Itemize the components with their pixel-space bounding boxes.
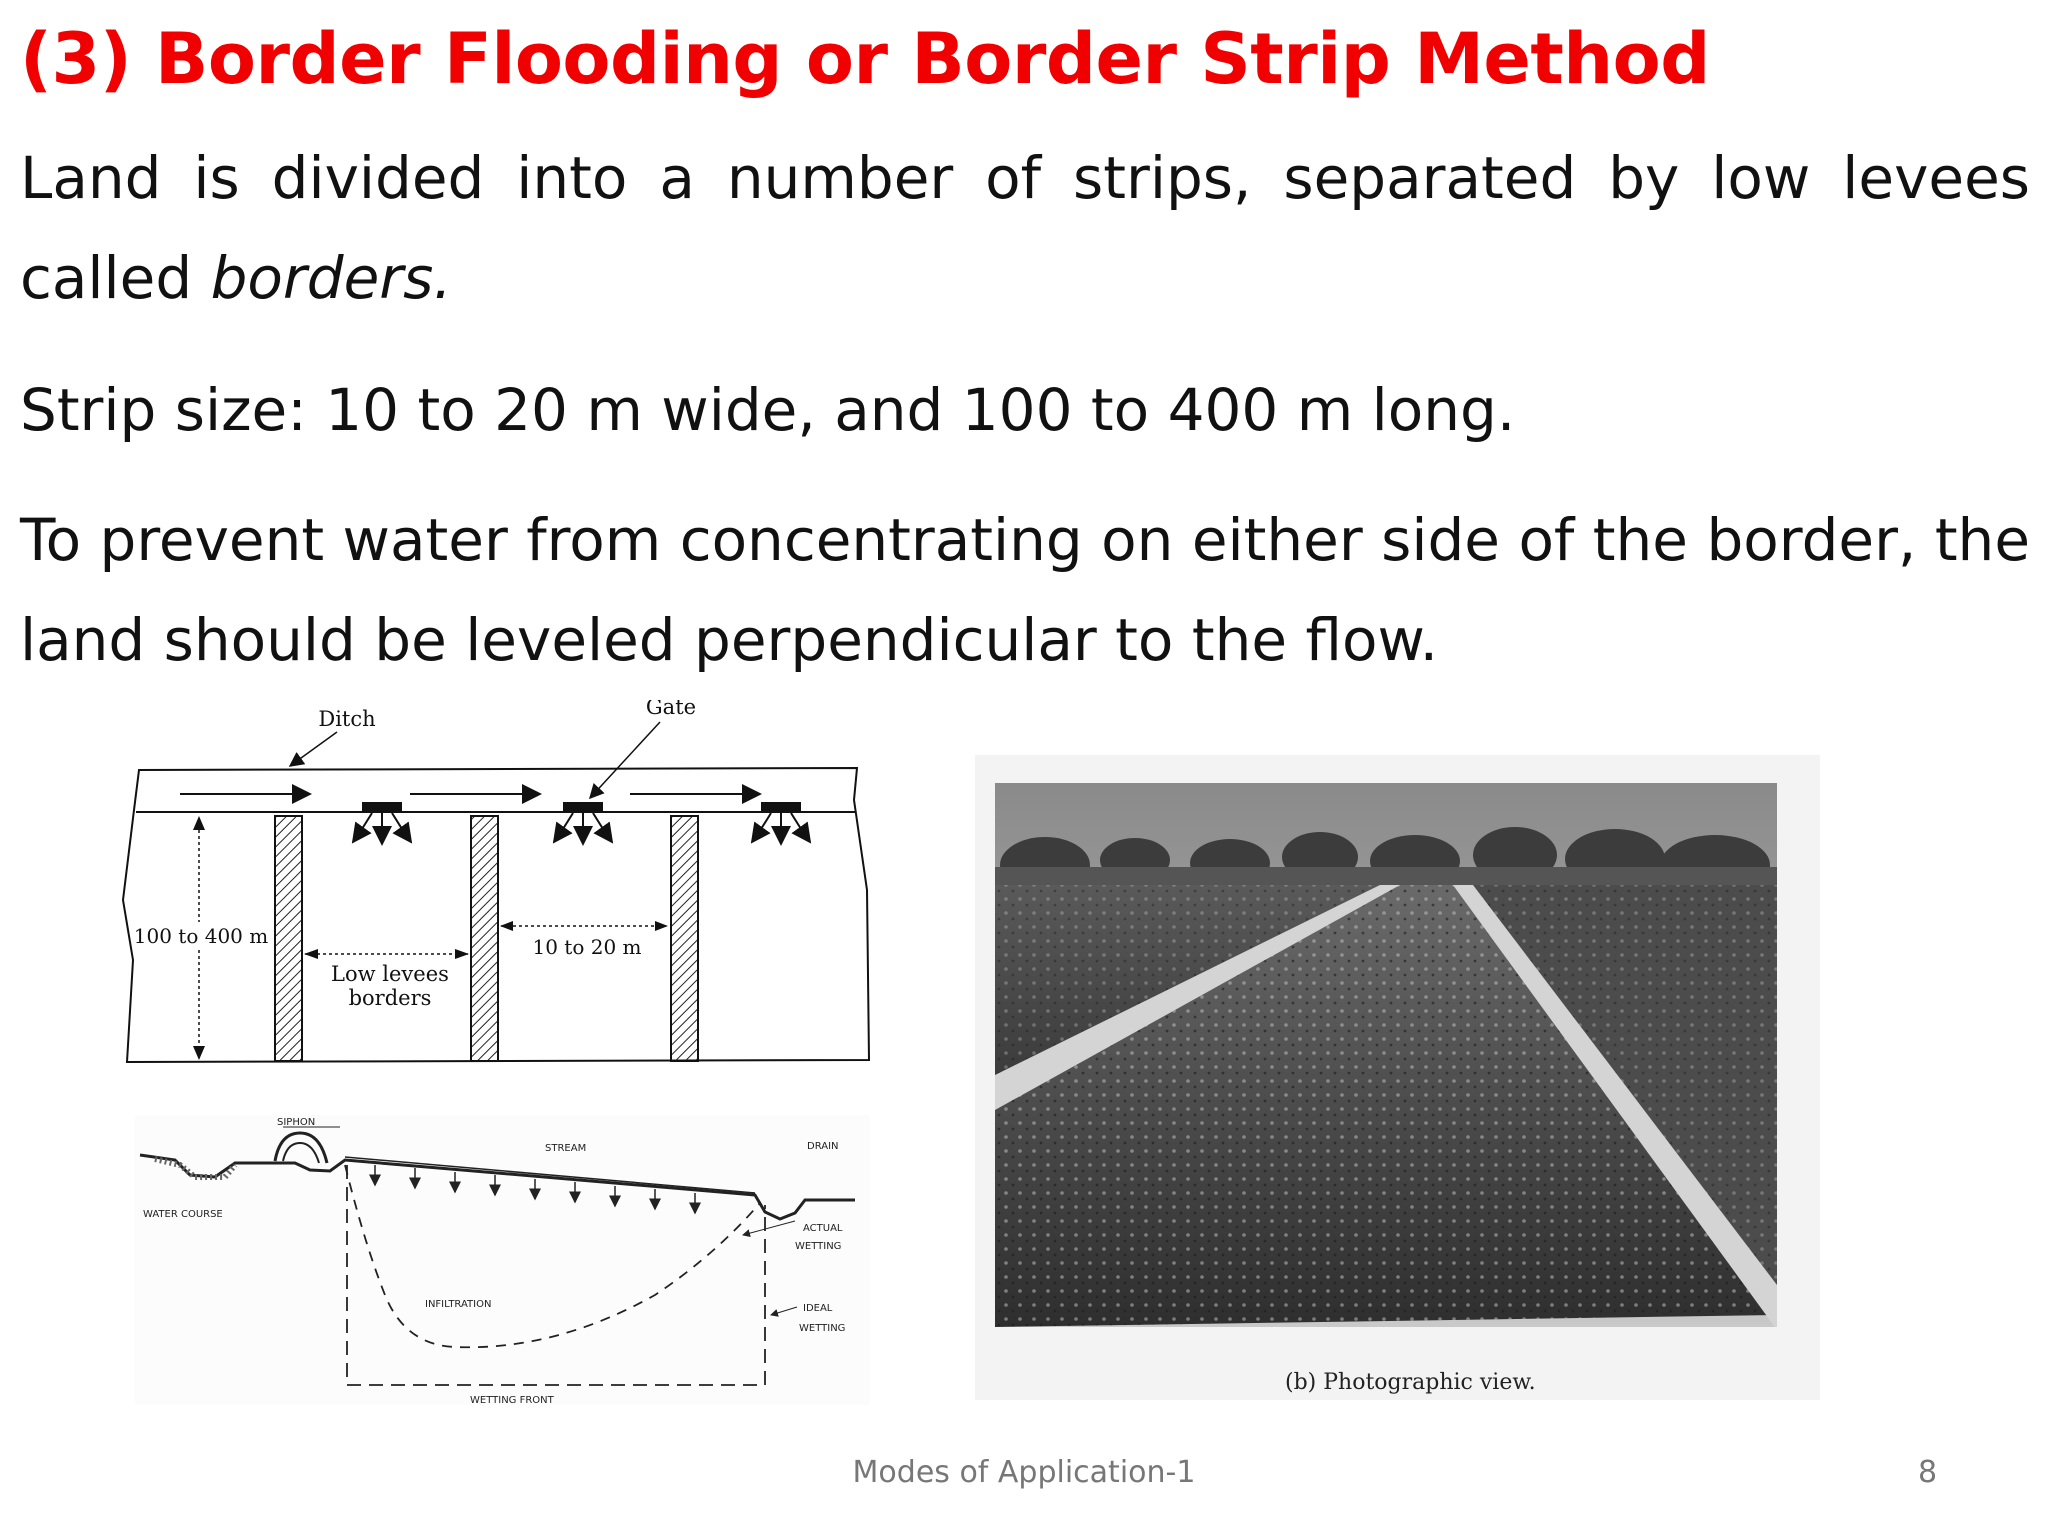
paragraph-leveling: To prevent water from concentrating on either side of the border, the land should be leveled perpendicular to the flow.: [20, 506, 2030, 674]
ideal-wetting-label-1: IDEAL: [803, 1303, 833, 1314]
infiltration-label: INFILTRATION: [425, 1299, 492, 1310]
gate-label: Gate: [645, 700, 697, 719]
ideal-wetting-front: [347, 1165, 765, 1385]
gate: [362, 802, 402, 812]
definition-text: Land is divided into a number of strips, separated by low levees called: [20, 144, 2030, 312]
levee: [671, 816, 698, 1061]
definition-emphasis: borders.: [210, 244, 452, 312]
actual-wetting-label-1: ACTUAL: [803, 1223, 843, 1234]
stream-surface: [345, 1157, 755, 1193]
border-strip-plan-diagram: [115, 700, 885, 1080]
footer-title: Modes of Application-1: [852, 1455, 1196, 1490]
paragraph-strip-size: Strip size: 10 to 20 m wide, and 100 to 400 m long.: [20, 376, 1516, 444]
borders-label: borders: [348, 986, 432, 1010]
paragraph-definition: [20, 128, 2030, 328]
stream-label: STREAM: [545, 1143, 587, 1154]
levees-label: Low levees: [331, 962, 449, 986]
wetting-front-label: WETTING FRONT: [470, 1395, 554, 1405]
width-label: 10 to 20 m: [532, 935, 642, 959]
slide-title: (3) Border Flooding or Border Strip Method: [20, 18, 1710, 100]
photo-caption: (b) Photographic view.: [1285, 1370, 1536, 1395]
ground-profile: [140, 1155, 855, 1219]
drain-label: DRAIN: [807, 1141, 839, 1152]
watercourse-label: WATER COURSE: [143, 1209, 223, 1220]
levee: [471, 816, 498, 1061]
length-label: 100 to 400 m: [133, 924, 269, 948]
wetting-section-diagram: [135, 1115, 870, 1405]
page-number: 8: [1918, 1455, 1938, 1490]
actual-wetting-label-2: WETTING: [795, 1241, 842, 1252]
ditch-label: Ditch: [318, 707, 376, 731]
gate: [761, 802, 801, 812]
ideal-wetting-label-2: WETTING: [799, 1323, 846, 1334]
siphon-label: SIPHON: [277, 1117, 316, 1128]
field-photograph: [975, 755, 1820, 1400]
infiltration-arrows: [375, 1165, 695, 1213]
gate: [563, 802, 603, 812]
actual-wetting-curve: [345, 1165, 760, 1347]
levee: [275, 816, 302, 1061]
